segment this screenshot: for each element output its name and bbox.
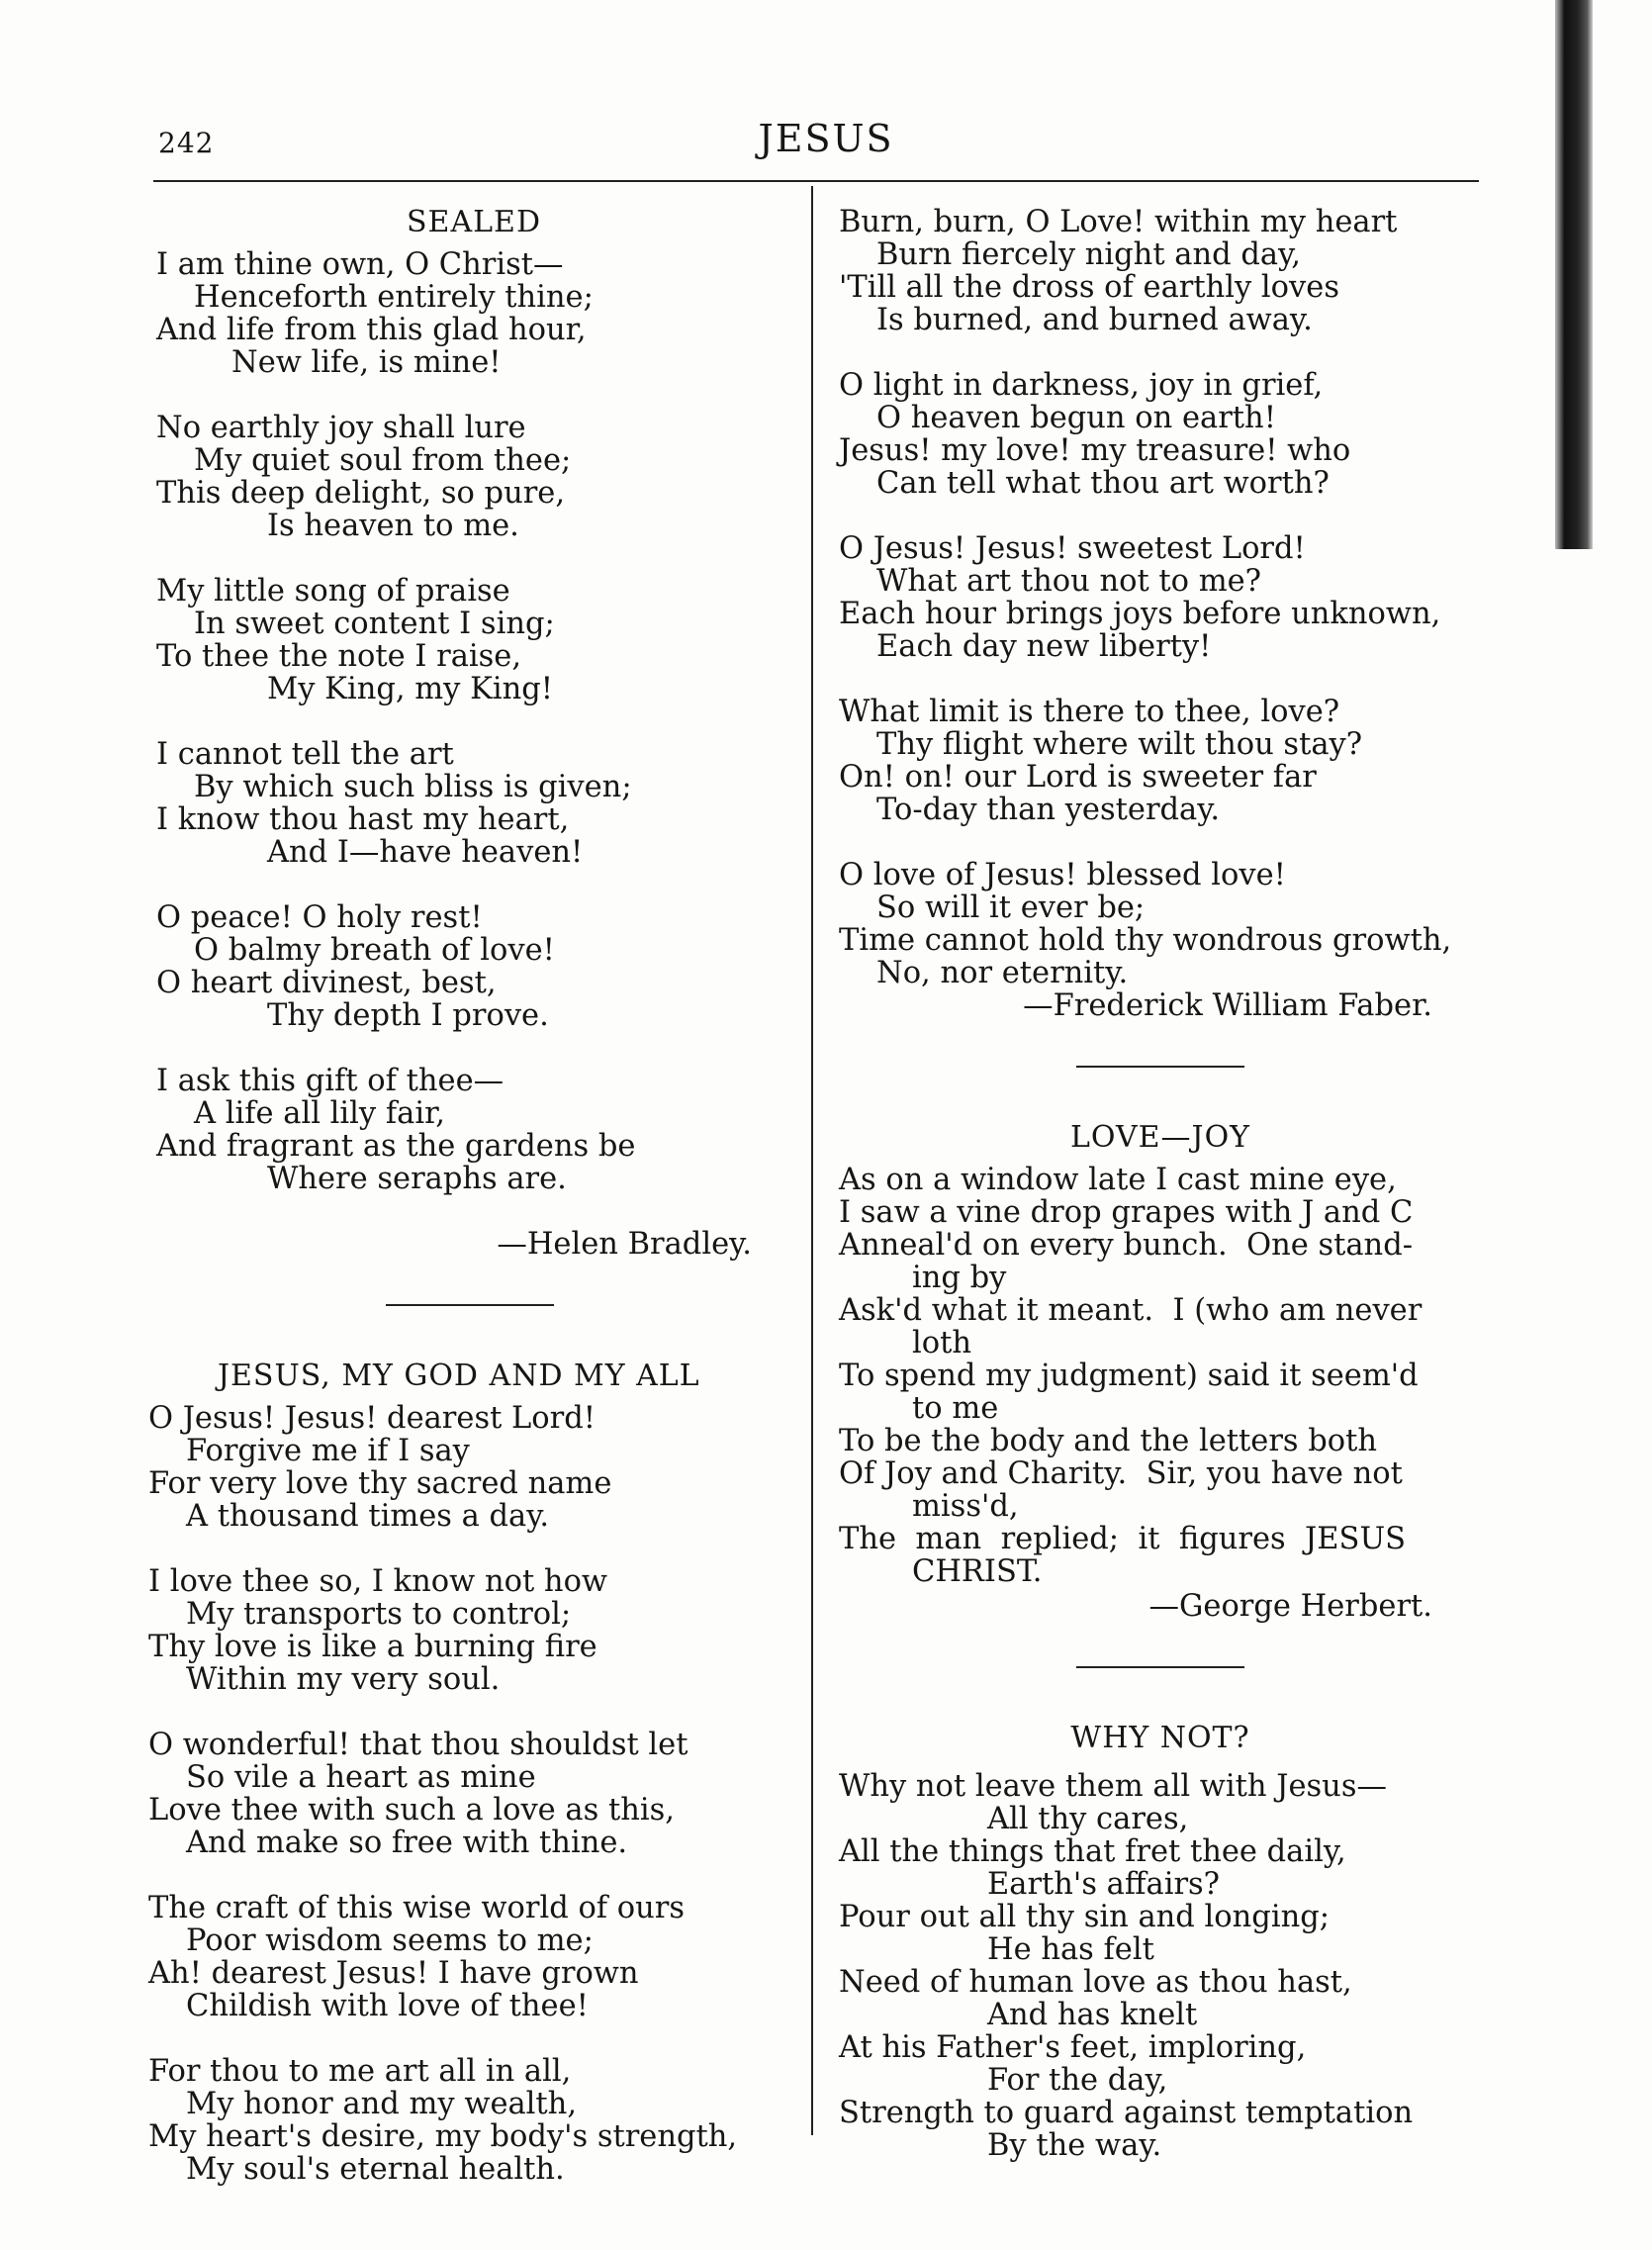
section-divider [386,1304,554,1306]
page-edge-shadow [1555,0,1593,549]
poem-title: LOVE—JOY [1070,1120,1250,1155]
verse-line: And life from this glad hour, [156,313,587,347]
verse-line: This deep delight, so pure, [156,476,566,511]
poem-jesus-my-god-continued [839,206,1482,1022]
verse-line: O wonderful! that thou shouldst let [148,1728,688,1762]
poem-sealed [148,206,791,1261]
verse-line: 'Till all the dross of earthly loves [839,270,1339,305]
verse-line: Thy love is like a burning fire [148,1630,597,1664]
verse-line: Where seraphs are. [267,1162,567,1196]
verse-line: O heaven begun on earth! [876,401,1276,435]
verse-line: So vile a heart as mine [186,1760,536,1795]
verse-line: To thee the note I raise, [156,639,522,674]
stanza [839,532,1482,663]
left-column [148,206,791,2186]
verse-line: Ah! dearest Jesus! I have grown [148,1956,639,1991]
verse-line: For very love thy sacred name [148,1466,612,1501]
poem-title: WHY NOT? [1070,1721,1250,1755]
verse-line: On! on! our Lord is sweeter far [839,760,1317,795]
poem-author: —Frederick William Faber. [1023,988,1432,1023]
column-divider [811,186,813,2135]
running-head: JESUS [758,117,894,160]
poem-why-not [839,1722,1482,2162]
verse-line: To-day than yesterday. [876,793,1221,827]
stanza [156,1065,791,1195]
stanza [148,2055,791,2186]
verse-line: By which such bliss is given; [194,770,632,804]
poem-title: SEALED [407,205,541,239]
verse-line: My heart's desire, my body's strength, [148,2119,738,2154]
verse-line: And I—have heaven! [267,835,584,870]
verse-line: To be the body and the letters both [839,1424,1378,1458]
verse-line: Within my very soul. [186,1662,501,1697]
verse-line: Ask'd what it meant. I (who am never [839,1293,1423,1328]
verse-line: A thousand times a day. [186,1499,550,1534]
verse-line: And fragrant as the gardens be [156,1129,636,1164]
verse-line: The man replied; it figures JESUS [839,1522,1407,1556]
verse-line: Need of human love as thou hast, [839,1965,1352,2000]
verse-line: CHRIST. [912,1554,1043,1589]
verse-line: A life all lily fair, [194,1096,445,1131]
verse-line: O Jesus! Jesus! sweetest Lord! [839,531,1306,566]
verse-line: All thy cares, [987,1802,1189,1836]
verse-line: Each hour brings joys before unknown, [839,597,1441,631]
verse-line: In sweet content I sing; [194,607,555,641]
verse-line: By the way. [987,2128,1162,2163]
verse-line: Pour out all thy sin and longing; [839,1900,1331,1934]
verse-line: Is burned, and burned away. [876,303,1313,337]
verse-line: My King, my King! [267,672,554,706]
section-divider [1076,1666,1244,1668]
poem-title: JESUS, MY GOD AND MY ALL [218,1359,700,1393]
verse-line: I ask this gift of thee— [156,1064,505,1098]
verse-line: My honor and my wealth, [186,2087,578,2121]
verse-line: To spend my judgment) said it seem'd [839,1359,1419,1393]
verse-line: Earth's affairs? [987,1867,1221,1902]
verse-line: Of Joy and Charity. Sir, you have not [839,1456,1403,1491]
poem-jesus-my-god [148,1359,791,2186]
verse-line: And make so free with thine. [186,1826,628,1860]
verse-line: Each day new liberty! [876,629,1212,664]
verse-line: I cannot tell the art [156,737,454,772]
stanza [156,412,791,542]
verse-line: Henceforth entirely thine; [194,280,594,315]
stanza [839,206,1482,336]
verse-line: My soul's eternal health. [186,2152,565,2187]
stanza [839,696,1482,826]
stanza [156,575,791,705]
verse-line: O peace! O holy rest! [156,900,483,935]
verse-line: O heart divinest, best, [156,966,497,1000]
verse-line: O love of Jesus! blessed love! [839,858,1286,892]
verse-line: My little song of praise [156,574,510,609]
verse-line: He has felt [987,1932,1154,1967]
verse-line: Thy depth I prove. [267,998,549,1033]
section-divider [1076,1066,1244,1068]
verse-line: My quiet soul from thee; [194,443,572,478]
verse-line: For thou to me art all in all, [148,2054,572,2089]
verse-line: O light in darkness, joy in grief, [839,368,1324,403]
stanza [156,738,791,869]
verse-line: O balmy breath of love! [194,933,555,968]
verse-line: At his Father's feet, imploring, [839,2030,1307,2065]
verse-line: I know thou hast my heart, [156,802,570,837]
verse-line: So will it ever be; [876,891,1146,925]
verse-line: Can tell what thou art worth? [876,466,1330,501]
verse-line: As on a window late I cast mine eye, [839,1163,1397,1197]
verse-line: No earthly joy shall lure [156,411,526,445]
verse-line: New life, is mine! [231,345,502,380]
stanza [148,1402,791,1533]
poem-love-joy [839,1121,1482,1623]
verse-line: Strength to guard against temptation [839,2096,1414,2130]
verse-line: Thy flight where wilt thou stay? [876,727,1363,762]
verse-line: I am thine own, O Christ— [156,247,564,282]
verse-line: What art thou not to me? [876,564,1262,599]
stanza [148,1565,791,1696]
verse-line: No, nor eternity. [876,956,1129,990]
stanza [839,369,1482,500]
verse-line: I love thee so, I know not how [148,1564,608,1599]
verse-line: For the day, [987,2063,1168,2098]
verse-line: Why not leave them all with Jesus— [839,1769,1387,1804]
verse-line: Time cannot hold thy wondrous growth, [839,923,1452,958]
right-column [839,206,1482,2162]
verse-line: Jesus! my love! my treasure! who [839,433,1351,468]
verse-line: Childish with love of thee! [186,1989,589,2023]
verse-line: miss'd, [912,1489,1019,1524]
stanza [156,248,791,379]
stanza [148,1729,791,1859]
verse-line: Is heaven to me. [267,509,519,543]
verse-line: Love thee with such a love as this, [148,1793,675,1828]
verse-line: The craft of this wise world of ours [148,1891,686,1925]
verse-line: Burn fiercely night and day, [876,237,1301,272]
verse-line: Poor wisdom seems to me; [186,1923,594,1958]
verse-line: Burn, burn, O Love! within my heart [839,205,1398,239]
verse-line: I saw a vine drop grapes with J and C [839,1195,1414,1230]
header-rule [153,180,1479,182]
verse-line: All the things that fret thee daily, [839,1834,1346,1869]
page-number: 242 [158,127,215,159]
verse-line: loth [912,1326,972,1360]
verse-line: And has knelt [987,1998,1198,2032]
poem-author: —George Herbert. [1148,1589,1432,1624]
verse-line: O Jesus! Jesus! dearest Lord! [148,1401,597,1436]
verse-line: What limit is there to thee, love? [839,695,1340,729]
stanza [156,901,791,1032]
poem-author: —Helen Bradley. [497,1227,752,1262]
stanza [148,1892,791,2022]
verse-line: to me [912,1391,999,1426]
stanza [839,859,1482,989]
verse-line: Forgive me if I say [186,1434,470,1468]
verse-line: ing by [912,1261,1007,1295]
verse-line: Anneal'd on every bunch. One stand- [839,1228,1414,1263]
verse-line: My transports to control; [186,1597,572,1632]
